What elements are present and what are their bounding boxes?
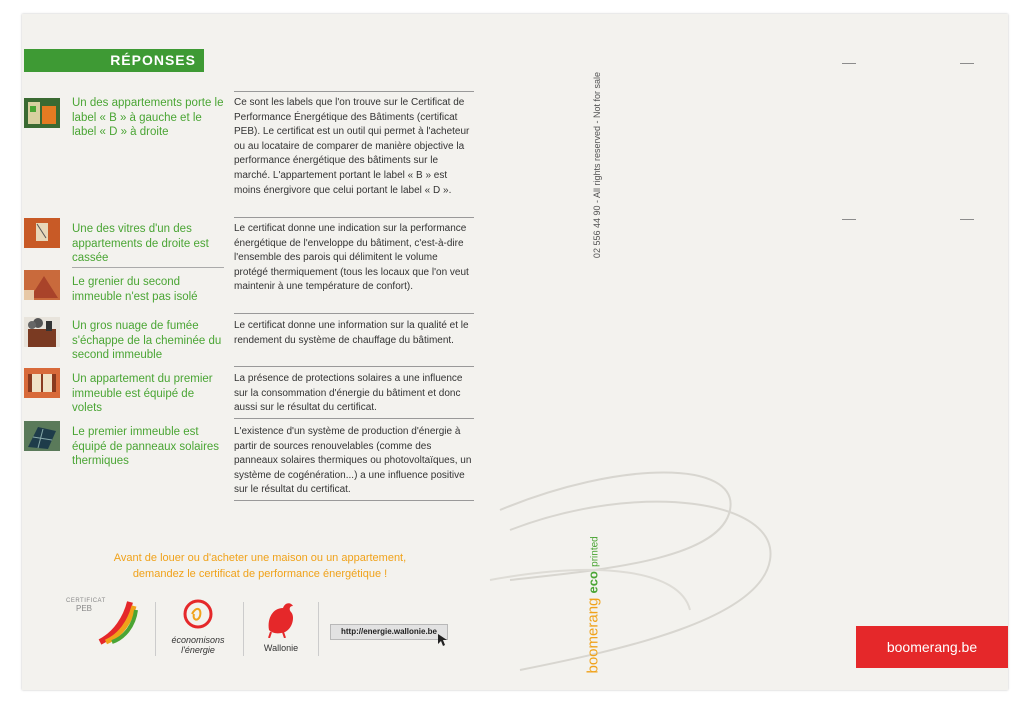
answers-header: RÉPONSES: [24, 49, 204, 72]
answer-text: Le certificat donne une indication sur la performance énergétique de l'enveloppe du bâtiment, c'est-à-dire l'ensemble des parois qui délimitent le volume protégé thermiquement (tous les locaux que l'on veut maintenir à une température de confort).: [234, 223, 469, 293]
logo-separator: [155, 602, 156, 656]
copyright-vertical-text: 02 556 44 90 - All rights reserved - Not for sale: [592, 71, 602, 259]
question-text: Un gros nuage de fumée s'échappe de la cheminée du second immeuble: [72, 320, 222, 361]
broken-window-thumbnail-icon: [24, 218, 60, 248]
website-url-button[interactable]: http://energie.wallonie.be: [330, 624, 448, 640]
brand-name: boomerang: [584, 597, 602, 674]
divider: [234, 500, 474, 501]
logo-separator: [243, 602, 244, 656]
slogan-line-1: Avant de louer ou d'acheter une maison ou un appartement,: [113, 552, 407, 564]
peb-rainbow-icon: [96, 598, 140, 646]
question-divider: [72, 267, 224, 268]
logo-separator: [318, 602, 319, 656]
stamp-corner-mark: [842, 219, 856, 220]
economisons-logo: [162, 598, 234, 655]
peb-logo: [66, 598, 106, 613]
stamp-corner-mark: [960, 63, 974, 64]
brand-printed: printed: [589, 536, 601, 567]
answer-text: L'existence d'un système de production d'énergie à partir de sources renouvelables (comme des panneaux solaires thermiques ou photovoltaïques, un système de cogénération...) a une influence positive sur le résultat du certificat.: [234, 426, 472, 496]
wallonie-text: Wallonie: [263, 643, 299, 653]
wallonie-logo: [252, 598, 310, 653]
peb-logo-bottom-text: PEB: [76, 604, 93, 613]
cursor-pointer-icon: [438, 634, 448, 646]
question-text: Une des vitres d'un des appartements de droite est cassée: [72, 223, 209, 264]
divider: [234, 418, 474, 419]
slogan: [60, 550, 460, 582]
question-text: Un des appartements porte le label « B » à gauche et le label « D » à droite: [72, 97, 224, 138]
stamp-corner-mark: [960, 219, 974, 220]
divider: [234, 366, 474, 367]
answer-text: Ce sont les labels que l'on trouve sur le Certificat de Performance Énergétique des Bâtiments (certificat PEB). Le certificat est un outil qui permet à l'acheteur ou au locataire de comparer de manière objective la performance énergétique des bâtiments sur le marché. L'appartement portant le label « B » est moins énergivore que celui portant le label « D ».: [234, 97, 470, 196]
economisons-line-2: l'énergie: [181, 645, 215, 655]
rooster-icon: [261, 598, 301, 638]
slogan-line-2: demandez le certificat de performance énergétique !: [132, 568, 388, 580]
brand-eco: eco: [585, 571, 601, 594]
divider: [234, 91, 474, 92]
question-text: Un appartement du premier immeuble est équipé de volets: [72, 373, 213, 414]
boomerang-site-badge[interactable]: boomerang.be: [856, 626, 1008, 668]
answer-text: La présence de protections solaires a une influence sur la consommation d'énergie du bâtiment et donc aussi sur le résultat du certificat.: [234, 373, 463, 414]
boomerang-vertical-brand: [584, 536, 602, 674]
divider: [234, 217, 474, 218]
boomerang-swirl-graphic: [480, 420, 820, 680]
peb-logo-top-text: CERTIFICAT: [66, 598, 106, 604]
answer-text: Le certificat donne une information sur la qualité et le rendement du système de chauffage du bâtiment.: [234, 320, 469, 346]
economisons-swirl-icon: [180, 598, 216, 630]
divider: [234, 313, 474, 314]
question-text: Le premier immeuble est équipé de panneaux solaires thermiques: [72, 426, 220, 467]
shutters-thumbnail-icon: [24, 368, 60, 398]
chimney-smoke-thumbnail-icon: [24, 317, 60, 347]
question-text: Le grenier du second immeuble n'est pas isolé: [72, 276, 198, 303]
attic-thumbnail-icon: [24, 270, 60, 300]
solar-panels-thumbnail-icon: [24, 421, 60, 451]
labels-thumbnail-icon: [24, 98, 60, 128]
economisons-line-1: économisons: [171, 635, 225, 645]
stamp-corner-mark: [842, 63, 856, 64]
